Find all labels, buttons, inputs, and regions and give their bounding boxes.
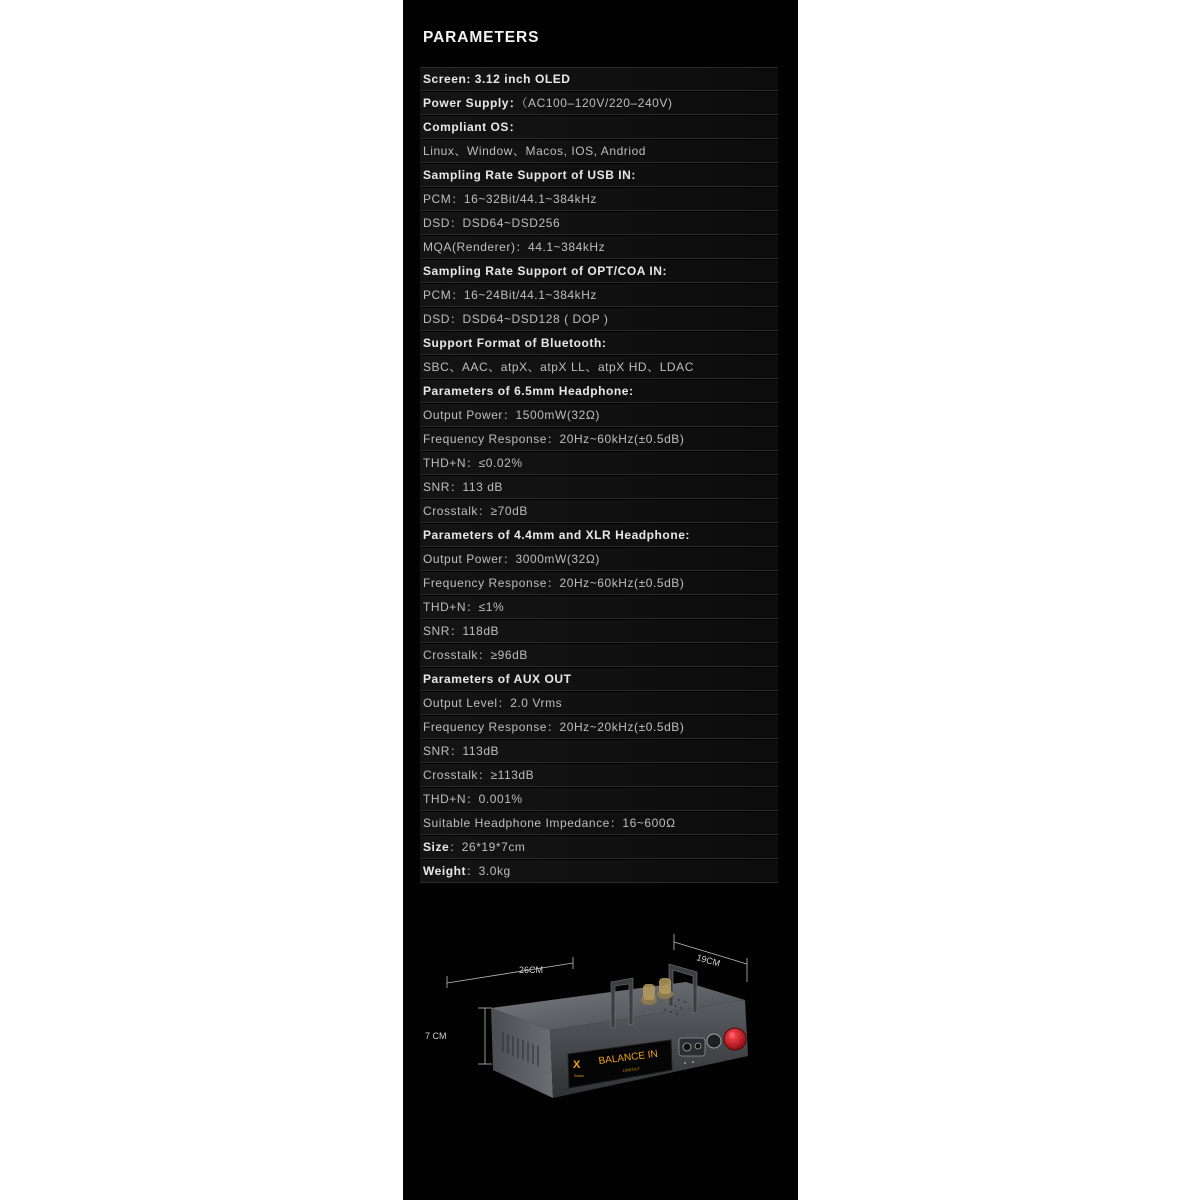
spec-section-heading — [420, 164, 778, 187]
screen-subtext: LINEOUT — [622, 1065, 641, 1073]
spec-text: Sampling Rate Support of OPT/COA IN: — [423, 264, 668, 278]
spec-row — [420, 476, 778, 499]
spec-text: Parameters of 4.4mm and XLR Headphone: — [423, 528, 690, 542]
spec-row — [420, 236, 778, 259]
volume-knob-icon — [724, 1028, 746, 1050]
spec-row — [420, 812, 778, 835]
spec-row — [420, 428, 778, 451]
xlr-jack-icon — [707, 1034, 721, 1048]
spec-text: ：26*19*7cm — [449, 840, 526, 854]
spec-row — [420, 452, 778, 475]
spec-text: DSD：DSD64~DSD256 — [423, 216, 561, 230]
spec-row — [420, 188, 778, 211]
spec-section-heading — [420, 116, 778, 139]
spec-row — [420, 548, 778, 571]
spec-lead: Size — [423, 840, 450, 854]
spec-text: Frequency Response：20Hz~60kHz(±0.5dB) — [423, 576, 685, 590]
spec-text: Linux、Window、Macos, IOS, Andriod — [423, 144, 647, 158]
spec-row — [420, 404, 778, 427]
product-dimension-figure — [403, 920, 798, 1130]
spec-text: Suitable Headphone Impedance：16~600Ω — [423, 816, 676, 830]
spec-section-heading — [420, 380, 778, 403]
spec-row — [420, 716, 778, 739]
spec-row — [420, 740, 778, 763]
screen-text: BALANCE IN — [598, 1048, 659, 1067]
brand-mark: X — [573, 1059, 581, 1071]
spec-text: Compliant OS： — [423, 120, 522, 134]
spec-text: Output Level：2.0 Vrms — [423, 696, 563, 710]
spec-section-heading — [420, 68, 778, 91]
spec-row — [420, 860, 778, 883]
spec-list — [420, 67, 778, 883]
spec-text: （AC100–120V/220–240V) — [521, 96, 673, 110]
spec-text: SNR：113dB — [423, 744, 500, 758]
spec-text: Parameters of AUX OUT — [423, 672, 572, 686]
spec-text: Frequency Response：20Hz~20kHz(±0.5dB) — [423, 720, 685, 734]
spec-row — [420, 212, 778, 235]
spec-row — [420, 308, 778, 331]
height-label: 7 CM — [425, 1031, 447, 1041]
depth-label: 19CM — [695, 952, 722, 969]
page-title: PARAMETERS — [423, 29, 540, 46]
spec-row — [420, 836, 778, 859]
spec-text: Frequency Response：20Hz~60kHz(±0.5dB) — [423, 432, 685, 446]
spec-row — [420, 356, 778, 379]
spec-text: Support Format of Bluetooth: — [423, 336, 607, 350]
spec-row — [420, 500, 778, 523]
spec-text: SBC、AAC、atpX、atpX LL、atpX HD、LDAC — [423, 360, 694, 374]
width-dimension — [447, 957, 573, 988]
spec-section-heading — [420, 524, 778, 547]
spec-text: THD+N：0.001% — [423, 792, 523, 806]
spec-row — [420, 788, 778, 811]
spec-text: ：3.0kg — [466, 864, 511, 878]
spec-row — [420, 692, 778, 715]
spec-row — [420, 764, 778, 787]
spec-panel — [403, 0, 798, 1200]
spec-text: Parameters of 6.5mm Headphone: — [423, 384, 634, 398]
spec-row — [420, 284, 778, 307]
spec-section-heading — [420, 332, 778, 355]
headphone-jack-icon — [679, 1038, 705, 1056]
spec-text: Sampling Rate Support of USB IN: — [423, 168, 636, 182]
spec-section-heading — [420, 668, 778, 691]
spec-text: PCM：16~32Bit/44.1~384kHz — [423, 192, 597, 206]
spec-text: THD+N：≤0.02% — [423, 456, 523, 470]
spec-section-heading — [420, 260, 778, 283]
spec-row — [420, 596, 778, 619]
spec-text: SNR：113 dB — [423, 480, 503, 494]
spec-row — [420, 644, 778, 667]
spec-text: Output Power：3000mW(32Ω) — [423, 552, 600, 566]
product-illustration — [403, 920, 798, 1130]
spec-text: Screen: 3.12 inch OLED — [423, 72, 571, 86]
spec-text: MQA(Renderer)：44.1~384kHz — [423, 240, 606, 254]
spec-text: DSD：DSD64~DSD128 ( DOP ) — [423, 312, 609, 326]
width-label: 26CM — [519, 965, 544, 975]
spec-text: Crosstalk：≥70dB — [423, 504, 528, 518]
spec-row — [420, 92, 778, 115]
spec-text: THD+N：≤1% — [423, 600, 505, 614]
spec-text: Output Power：1500mW(32Ω) — [423, 408, 600, 422]
brand-sub: Sonic — [574, 1073, 585, 1078]
spec-row — [420, 572, 778, 595]
spec-row — [420, 140, 778, 163]
spec-text: PCM：16~24Bit/44.1~384kHz — [423, 288, 597, 302]
spec-text: Crosstalk：≥96dB — [423, 648, 528, 662]
spec-text: Crosstalk：≥113dB — [423, 768, 535, 782]
spec-text: SNR：118dB — [423, 624, 500, 638]
spec-lead: Power Supply： — [423, 96, 522, 110]
height-dimension — [425, 1008, 492, 1064]
spec-row — [420, 620, 778, 643]
spec-lead: Weight — [423, 864, 467, 878]
depth-dimension — [674, 934, 747, 982]
